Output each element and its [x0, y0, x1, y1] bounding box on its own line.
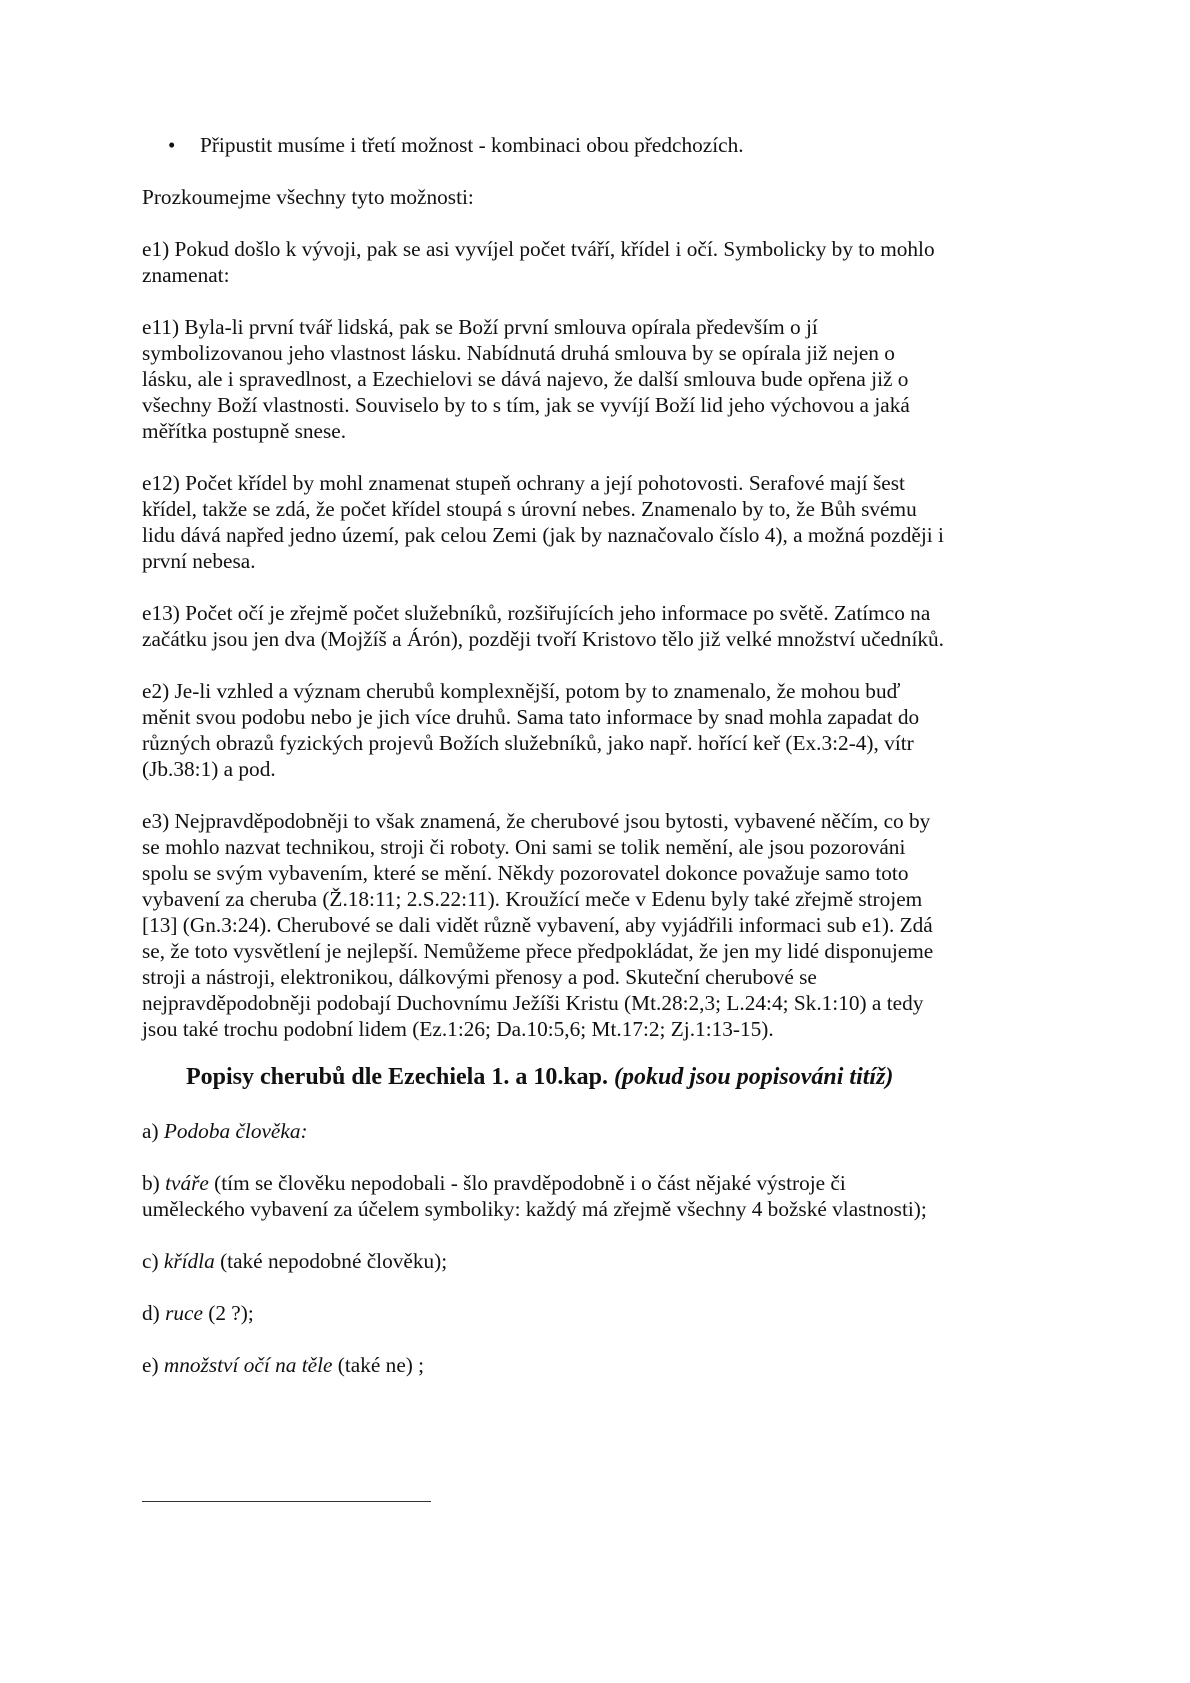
list-item-c — [142, 1248, 447, 1274]
list-line: uměleckého vybavení za účelem symboliky: každý má zřejmě všechny 4 božské vlastnosti); — [142, 1197, 927, 1221]
paragraph-line: e11) Byla-li první tvář lidská, pak se Boží první smlouva opírala především o jí — [142, 315, 818, 339]
paragraph-line: jsou také trochu podobní lidem (Ez.1:26; Da.10:5,6; Mt.17:2; Zj.1:13-15). — [142, 1017, 774, 1041]
paragraph-line: různých obrazů fyzických projevů Božích služebníků, jako např. hořící keř (Ex.3:2-4), vítr — [142, 731, 914, 755]
paragraph-line: všechny Boží vlastnosti. Souviselo by to s tím, jak se vyvíjí Boží lid jeho výchovou a jaká — [142, 393, 910, 417]
paragraph-line: spolu se svým vybavením, které se mění. Někdy pozorovatel dokonce považuje samo toto — [142, 861, 909, 885]
list-label: e) — [142, 1353, 159, 1377]
paragraph-line: nejpravděpodobněji podobají Duchovnímu Ježíši Kristu (Mt.28:2,3; L.24:4; Sk.1:10) a tedy — [142, 991, 924, 1015]
paragraph-line: se mohlo nazvat technikou, stroji či roboty. Oni sami se tolik nemění, ale jsou pozorováni — [142, 835, 906, 859]
list-term: ruce — [165, 1301, 203, 1325]
paragraph-line: e2) Je-li vzhled a význam cherubů komplexnější, potom by to znamenalo, že mohou buď — [142, 679, 901, 703]
list-item-e — [142, 1352, 424, 1378]
section-heading — [186, 1062, 893, 1092]
list-term: Podoba člověka: — [163, 1119, 308, 1143]
list-label: b) — [142, 1171, 160, 1195]
bullet-item: Připustit musíme i třetí možnost - kombinaci obou předchozích. — [200, 133, 744, 157]
list-item-a — [142, 1118, 308, 1144]
paragraph-line: křídel, takže se zdá, že počet křídel stoupá s úrovní nebes. Znamenalo by to, že Bůh svému — [142, 497, 917, 521]
paragraph-line: (Jb.38:1) a pod. — [142, 757, 276, 781]
list-rest: (2 ?); — [202, 1301, 254, 1325]
paragraph-line: lidu dává napřed jedno území, pak celou Zemi (jak by naznačovalo číslo 4), a možná později i — [142, 523, 944, 547]
list-rest: (také ne) ; — [332, 1353, 425, 1377]
intro-text: Prozkoumejme všechny tyto možnosti: — [142, 185, 474, 209]
paragraph-line: e12) Počet křídel by mohl znamenat stupeň ochrany a její pohotovosti. Serafové mají šest — [142, 471, 905, 495]
heading-bold: Popisy cherubů dle Ezechiela 1. a 10.kap. — [186, 1064, 609, 1090]
list-rest: (tím se člověku nepodobali - šlo pravděpodobně i o část nějaké výstroje či — [208, 1171, 846, 1195]
list-label: d) — [142, 1301, 160, 1325]
paragraph-line: symbolizovanou jeho vlastnost lásku. Nabídnutá druhá smlouva by se opírala již nejen o — [142, 341, 895, 365]
paragraph-line: lásku, ale i spravedlnost, a Ezechielovi se dává najevo, že další smlouva bude opřena již o — [142, 367, 909, 391]
paragraph-line: znamenat: — [142, 263, 230, 287]
bullet-icon: • — [168, 133, 176, 157]
list-term: křídla — [163, 1249, 215, 1273]
list-term: tváře — [165, 1171, 209, 1195]
heading-italic: (pokud jsou popisováni titíž) — [614, 1064, 894, 1090]
paragraph-line: se, že toto vysvětlení je nejlepší. Nemůžeme přece předpokládat, že jen my lidé disponujeme — [142, 939, 934, 963]
paragraph-line: e13) Počet očí je zřejmě počet služebníků, rozšiřujících jeho informace po světě. Zatímco na — [142, 601, 931, 625]
paragraph-line: stroji a nástroji, elektronikou, dálkovými přenosy a pod. Skuteční cherubové se — [142, 965, 817, 989]
paragraph-line: vybavení za cheruba (Ž.18:11; 2.S.22:11). Kroužící meče v Edenu byly také zřejmě strojem — [142, 887, 923, 911]
list-rest: (také nepodobné člověku); — [214, 1249, 448, 1273]
list-term: množství očí na těle — [163, 1353, 333, 1377]
list-item-d — [142, 1300, 254, 1326]
paragraph-line: první nebesa. — [142, 549, 256, 573]
list-line — [142, 1170, 846, 1196]
footnote-separator — [142, 1501, 431, 1502]
paragraph-line: měřítka postupně snese. — [142, 419, 347, 443]
paragraph-line: měnit svou podobu nebo je jich více druhů. Sama tato informace by snad mohla zapadat do — [142, 705, 920, 729]
list-label: a) — [142, 1119, 159, 1143]
paragraph-line: e1) Pokud došlo k vývoji, pak se asi vyvíjel počet tváří, křídel i očí. Symbolicky by to mohlo — [142, 237, 935, 261]
paragraph-line: [13] (Gn.3:24). Cherubové se dali vidět různě vybavení, aby vyjádřili informaci sub e1). Zdá — [142, 913, 933, 937]
list-label: c) — [142, 1249, 159, 1273]
paragraph-line: e3) Nejpravděpodobněji to však znamená, že cherubové jsou bytosti, vybavené něčím, co by — [142, 809, 931, 833]
paragraph-line: začátku jsou jen dva (Mojžíš a Árón), později tvoří Kristovo tělo již velké množství učedníků. — [142, 627, 944, 651]
